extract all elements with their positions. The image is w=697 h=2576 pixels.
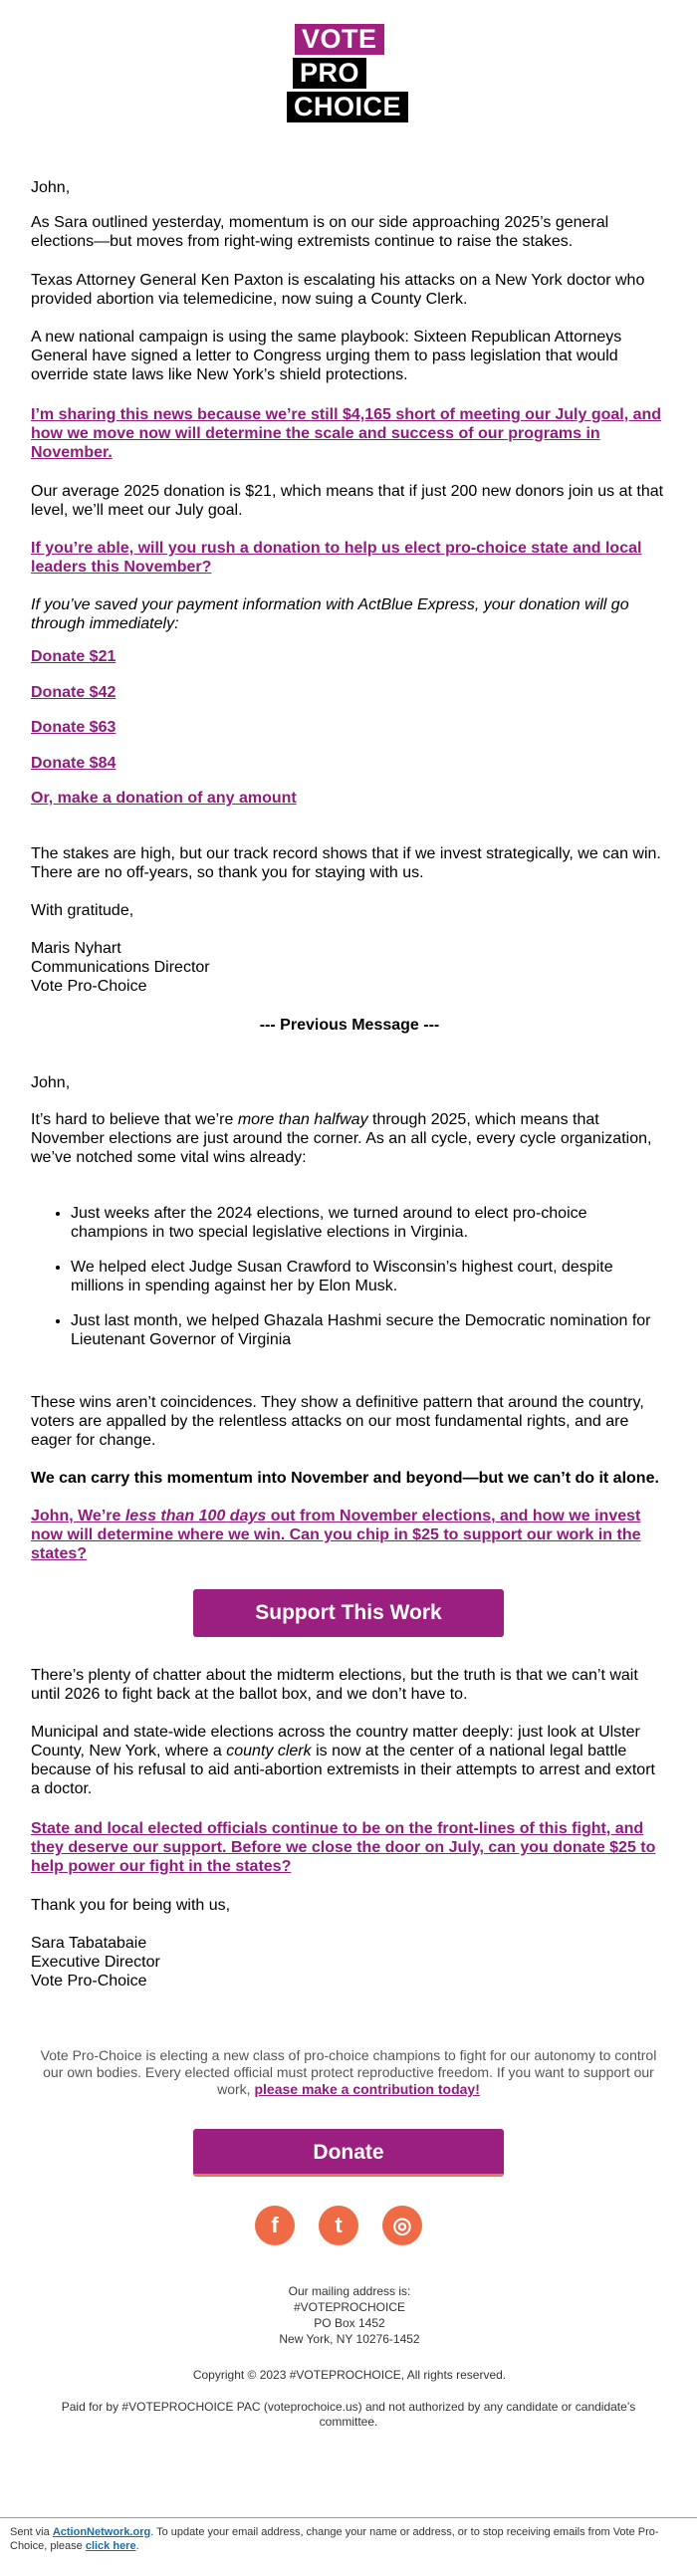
donate-63-link[interactable]: Donate $63 bbox=[31, 719, 116, 736]
paragraph bbox=[31, 1723, 668, 1798]
address-org: #VOTEPROCHOICE bbox=[293, 2300, 406, 2314]
emphasis: less than 100 days bbox=[124, 1508, 267, 1524]
instagram-icon[interactable]: ◎ bbox=[382, 2206, 422, 2245]
signature-name: Sara Tabatabaie bbox=[31, 1935, 147, 1952]
text: . bbox=[135, 2540, 139, 2552]
address-box: PO Box 1452 bbox=[314, 2316, 385, 2330]
text: Municipal and state-wide elections across the country matter deeply: just look at Ulster County, New York, where a bbox=[31, 1724, 640, 1759]
paid-for-disclaimer: Paid for by #VOTEPROCHOICE PAC (voteprochoice.us) and not authorized by any candidate or candidate’s committee. bbox=[61, 2400, 636, 2429]
signature-name: Maris Nyhart bbox=[31, 940, 121, 957]
donate-appeal-link[interactable]: If you’re able, will you rush a donation to help us elect pro-choice state and local leaders this November? bbox=[31, 540, 642, 576]
paragraph: As Sara outlined yesterday, momentum is on our side approaching 2025’s general elections—but moves from right-wing extremists continue to raise the stakes. bbox=[31, 214, 609, 250]
logo-choice: CHOICE bbox=[287, 92, 408, 122]
emphasis: more than halfway bbox=[237, 1111, 368, 1128]
address-city: New York, NY 10276-1452 bbox=[279, 2332, 420, 2346]
footer-blurb bbox=[36, 2047, 661, 2098]
signoff: Thank you for being with us, bbox=[31, 1897, 231, 1914]
chip-in-link[interactable] bbox=[31, 1507, 668, 1563]
text: through 2025, which means that November elections are just around the corner. As an all cycle, every cycle organization, we’ve notched some vital wins already: bbox=[31, 1111, 652, 1166]
greeting-1: John, bbox=[31, 179, 71, 196]
wins-list bbox=[31, 1204, 668, 1365]
emphasis: county clerk bbox=[226, 1743, 312, 1759]
text: It’s hard to believe that we’re bbox=[31, 1111, 238, 1128]
paragraph bbox=[31, 1110, 668, 1167]
signoff: With gratitude, bbox=[31, 902, 134, 919]
greeting-2: John, bbox=[31, 1074, 71, 1091]
donate-42-link[interactable]: Donate $42 bbox=[31, 684, 116, 701]
unsubscribe-note bbox=[10, 2525, 687, 2553]
facebook-icon[interactable]: f bbox=[255, 2206, 295, 2245]
support-this-work-button[interactable]: Support This Work bbox=[193, 1589, 504, 1637]
paragraph: Texas Attorney General Ken Paxton is escalating his attacks on a New York doctor who provided abortion via telemedicine, now suing a County Clerk. bbox=[31, 272, 645, 308]
donate-84-link[interactable]: Donate $84 bbox=[31, 755, 116, 772]
actionnetwork-link[interactable]: ActionNetwork.org bbox=[52, 2526, 151, 2538]
text: Vote Pro-Choice is electing a new class of pro-choice champions to fight for our autonomy to control our own bodies. Every elected official must protect reproductive freedom. If you want to support our work, bbox=[40, 2047, 657, 2097]
paragraph: These wins aren’t coincidences. They show a definitive pattern that around the country, voters are appalled by the relentless attacks on our most fundamental rights, and are eager for change. bbox=[31, 1394, 644, 1449]
previous-message-header: --- Previous Message --- bbox=[259, 1017, 440, 1034]
text: out from November elections, and how we invest now will determine where we win. Can you chip in $25 to support our work in the states? bbox=[31, 1508, 641, 1562]
paragraph: The stakes are high, but our track record shows that if we invest strategically, we can win. There are no off-years, so thank you for staying with us. bbox=[31, 845, 661, 881]
logo-pro: PRO bbox=[293, 58, 366, 89]
donate-appeal-link[interactable]: I’m sharing this news because we’re still $4,165 short of meeting our July goal, and how we move now will determine the scale and success of our programs in November. bbox=[31, 406, 662, 461]
paragraph: Our average 2025 donation is $21, which means that if just 200 new donors join us at that level, we’ll meet our July goal. bbox=[31, 483, 664, 519]
signature-org: Vote Pro-Choice bbox=[31, 1973, 147, 1990]
divider bbox=[0, 2517, 697, 2518]
paragraph: A new national campaign is using the same playbook: Sixteen Republican Attorneys General have signed a letter to Congress urging them to pass legislation that would override state laws like New York’s shield protections. bbox=[31, 329, 622, 383]
text: John, We’re bbox=[31, 1508, 125, 1524]
bold-statement: We can carry this momentum into November and beyond—but we can’t do it alone. bbox=[31, 1470, 659, 1487]
donate-any-amount-link[interactable]: Or, make a donation of any amount bbox=[31, 790, 297, 807]
list-item: • Just last month, we helped Ghazala Hashmi secure the Democratic nomination for Lieutenant Governor of Virginia bbox=[71, 1311, 668, 1349]
actblue-note: If you’ve saved your payment information with ActBlue Express, your donation will go through immediately: bbox=[31, 596, 629, 632]
copyright: Copyright © 2023 #VOTEPROCHOICE, All rights reserved. bbox=[192, 2368, 507, 2382]
signature-org: Vote Pro-Choice bbox=[31, 978, 147, 995]
list-item: • Just weeks after the 2024 elections, we turned around to elect pro-choice champions in two special legislative elections in Virginia. bbox=[71, 1204, 668, 1242]
list-item: • We helped elect Judge Susan Crawford to Wisconsin’s highest court, despite millions in spending against her by Elon Musk. bbox=[71, 1258, 668, 1295]
logo-vote: VOTE bbox=[295, 24, 384, 55]
text: Sent via bbox=[10, 2526, 53, 2538]
footer-donate-button[interactable]: Donate bbox=[193, 2129, 504, 2177]
donate-25-link[interactable]: State and local elected officials continue to be on the front-lines of this fight, and they deserve our support. Before we close the door on July, can you donate $25 to help power our fight in the states? bbox=[31, 1820, 656, 1875]
vote-pro-choice-logo[interactable] bbox=[287, 22, 410, 125]
paragraph: There’s plenty of chatter about the midterm elections, but the truth is that we can’t wait until 2026 to fight back at the ballot box, and we don’t have to. bbox=[31, 1667, 638, 1703]
text: is now at the center of a national legal battle because of his refusal to aid anti-abortion extremists in their attempts to arrest and extort a doctor. bbox=[31, 1743, 655, 1797]
click-here-link[interactable]: click here bbox=[85, 2540, 136, 2552]
text: . To update your email address, change your name or address, or to stop receiving emails from Vote Pro-Choice, please bbox=[10, 2526, 659, 2552]
signature-title: Executive Director bbox=[31, 1954, 160, 1971]
contribution-link[interactable]: please make a contribution today! bbox=[254, 2081, 480, 2097]
address-label: Our mailing address is: bbox=[288, 2284, 411, 2298]
signature-title: Communications Director bbox=[31, 959, 210, 976]
donate-21-link[interactable]: Donate $21 bbox=[31, 648, 116, 665]
twitter-icon[interactable]: t bbox=[319, 2206, 358, 2245]
